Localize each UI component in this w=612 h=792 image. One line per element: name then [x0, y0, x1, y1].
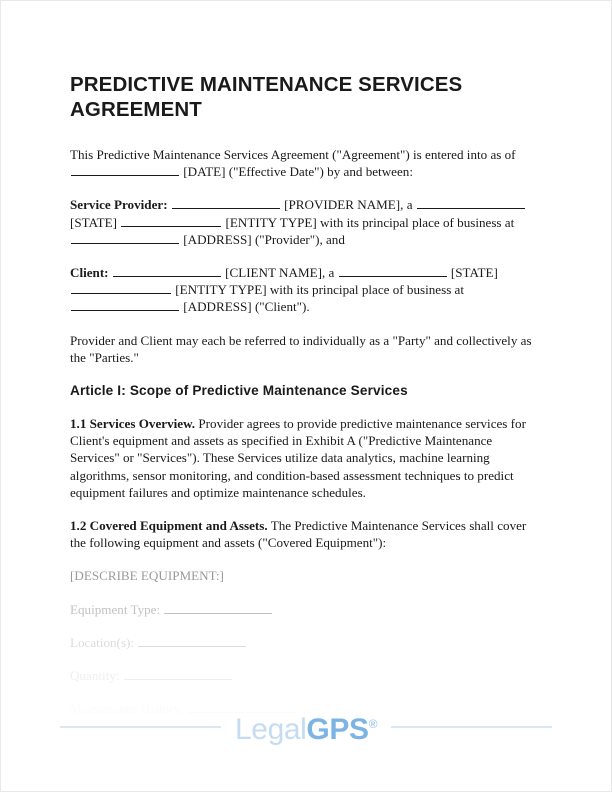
client-state-blank-field[interactable]	[339, 265, 447, 277]
intro-text-after: [DATE] ("Effective Date") by and between:	[183, 164, 413, 180]
client-segment-2: [STATE]	[450, 265, 498, 281]
page-footer	[60, 708, 552, 746]
client-segment-1: [CLIENT NAME], a	[225, 265, 335, 281]
intro-text-before: This Predictive Maintenance Services Agreement ("Agreement") is entered into as of	[70, 147, 516, 162]
registered-trademark-icon: ®	[368, 717, 378, 731]
footer-rule-left	[60, 726, 221, 728]
provider-segment-4: [ADDRESS] ("Provider"), and	[183, 231, 345, 247]
footer-rule-right	[391, 726, 552, 728]
client-name-blank-field[interactable]	[113, 265, 221, 277]
parties-paragraph: Provider and Client may each be referred to individually as a "Party" and collectively as the "Parties."	[70, 332, 532, 365]
provider-entity-type-blank-field[interactable]	[121, 215, 221, 227]
page-title: PREDICTIVE MAINTENANCE SERVICES AGREEMENT	[70, 73, 463, 121]
quantity-label: Quantity:	[70, 668, 120, 684]
provider-state-blank-field[interactable]	[417, 198, 525, 210]
provider-segment-3: [ENTITY TYPE] with its principal place of business at	[225, 214, 515, 230]
legalgps-logo	[235, 708, 377, 746]
article-1-heading: Article I: Scope of Predictive Maintenance Services	[70, 383, 408, 399]
client-entity-type-blank-field[interactable]	[71, 282, 171, 294]
section-1-2-paragraph	[70, 517, 540, 551]
date-blank-field[interactable]	[71, 164, 179, 176]
client-paragraph	[70, 264, 540, 316]
quantity-field-row	[70, 667, 540, 684]
provider-address-blank-field[interactable]	[71, 232, 179, 244]
document-content	[70, 72, 540, 733]
client-address-blank-field[interactable]	[71, 300, 179, 312]
locations-label: Location(s):	[70, 634, 134, 650]
intro-paragraph	[70, 146, 540, 180]
equipment-type-field-row	[70, 601, 540, 618]
provider-name-blank-field[interactable]	[172, 198, 280, 210]
section-1-2-text: The Predictive Maintenance Services shall cover the following equipment and assets ("Covered Equipment"):	[70, 518, 527, 551]
service-provider-paragraph	[70, 196, 540, 248]
describe-equipment-placeholder: [DESCRIBE EQUIPMENT:]	[70, 568, 224, 584]
section-1-1-paragraph	[70, 415, 540, 501]
section-1-1-text: Provider agrees to provide predictive maintenance services for Client's equipment and assets as specified in Exhibit A ("Predictive Maintenance Services" or "Services"). These Services utilize data analytics, machine learning algorithms, sensor monitoring, and condition-based assessment techniques to predict equipment failures and optimize maintenance schedules.	[70, 416, 526, 500]
locations-field-row	[70, 634, 540, 651]
service-provider-label: Service Provider:	[70, 197, 168, 213]
equipment-type-blank-field[interactable]	[164, 602, 272, 614]
logo-text-gps: GPS	[306, 713, 369, 746]
section-1-2-title: 1.2 Covered Equipment and Assets.	[70, 518, 268, 534]
quantity-blank-field[interactable]	[124, 668, 232, 680]
provider-segment-1: [PROVIDER NAME], a	[284, 197, 413, 213]
provider-segment-2: [STATE]	[70, 214, 117, 230]
client-segment-4: [ADDRESS] ("Client").	[183, 299, 310, 315]
equipment-type-label: Equipment Type:	[70, 601, 161, 617]
logo-text-legal: Legal	[235, 713, 307, 746]
client-label: Client:	[70, 265, 109, 281]
client-segment-3: [ENTITY TYPE] with its principal place of business at	[175, 282, 465, 298]
locations-blank-field[interactable]	[138, 635, 246, 647]
section-1-1-title: 1.1 Services Overview.	[70, 416, 196, 432]
maintenance-history-label: Maintenance History:	[70, 701, 184, 717]
